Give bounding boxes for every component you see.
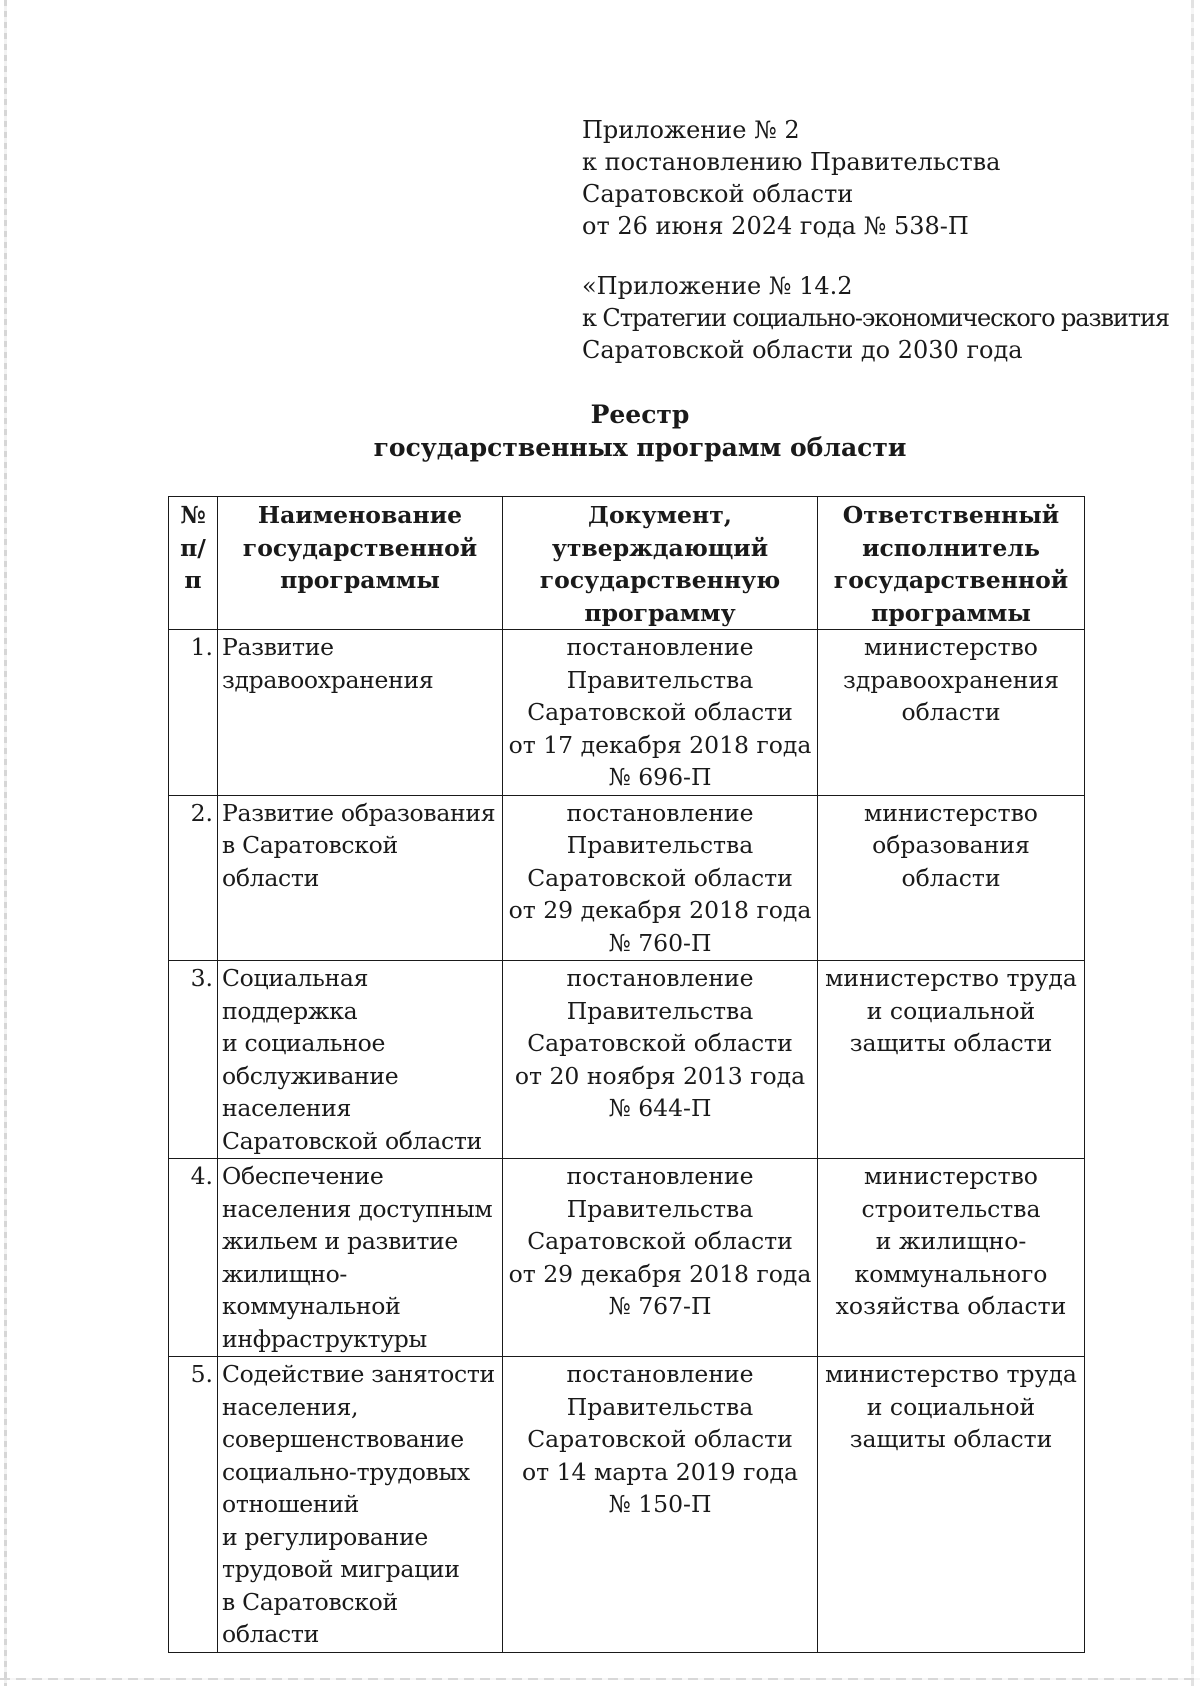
appendix-line: от 26 июня 2024 года № 538-П [582, 212, 969, 240]
table-row [169, 1159, 1085, 1357]
appendix-spacer [582, 242, 1169, 270]
table-row [169, 630, 1085, 796]
cell-document: постановление Правительства Саратовской области от 29 декабря 2018 года № 760-П [503, 795, 818, 961]
table-body [169, 630, 1085, 1653]
appendix-line: к постановлению Правительства [582, 148, 1001, 176]
header-name: Наименование государственной программы [218, 497, 503, 630]
appendix-line: Приложение № 2 [582, 116, 800, 144]
cell-document: постановление Правительства Саратовской области от 29 декабря 2018 года № 767-П [503, 1159, 818, 1357]
cell-num: 2. [169, 795, 218, 961]
cell-num: 4. [169, 1159, 218, 1357]
title-line: государственных программ области [373, 433, 907, 462]
table-row [169, 1357, 1085, 1653]
table-row [169, 795, 1085, 961]
cell-document: постановление Правительства Саратовской области от 17 декабря 2018 года № 696-П [503, 630, 818, 796]
cell-executor: министерство труда и социальной защиты области [818, 1357, 1085, 1653]
scan-edge-right [1191, 0, 1194, 1686]
appendix-line: Саратовской области [582, 180, 854, 208]
header-num: № п/п [169, 497, 218, 630]
cell-num: 1. [169, 630, 218, 796]
registry-table [168, 496, 1085, 1653]
cell-executor: министерство здравоохранения области [818, 630, 1085, 796]
table-header [169, 497, 1085, 630]
quoted-appendix-line: «Приложение № 14.2 [582, 272, 853, 300]
cell-num: 5. [169, 1357, 218, 1653]
header-document: Документ, утверждающий государственную программу [503, 497, 818, 630]
document-title [0, 398, 1200, 464]
title-line: Реестр [590, 400, 690, 429]
cell-num: 3. [169, 961, 218, 1159]
cell-executor: министерство строительства и жилищно- коммунального хозяйства области [818, 1159, 1085, 1357]
header-row [169, 497, 1085, 630]
table-row [169, 961, 1085, 1159]
cell-executor: министерство труда и социальной защиты области [818, 961, 1085, 1159]
cell-program-name: Содействие занятости населения, совершенствование социально-трудовых отношений и регулирование трудовой миграции в Саратовской области [218, 1357, 503, 1653]
cell-program-name: Развитие здравоохранения [218, 630, 503, 796]
cell-program-name: Социальная поддержка и социальное обслуживание населения Саратовской области [218, 961, 503, 1159]
header-executor: Ответственный исполнитель государственной программы [818, 497, 1085, 630]
cell-program-name: Обеспечение населения доступным жильем и развитие жилищно- коммунальной инфраструктуры [218, 1159, 503, 1357]
cell-executor: министерство образования области [818, 795, 1085, 961]
appendix-header [582, 114, 1169, 366]
cell-program-name: Развитие образования в Саратовской области [218, 795, 503, 961]
quoted-appendix-line: Саратовской области до 2030 года [582, 336, 1023, 364]
scan-edge-left [4, 0, 7, 1686]
quoted-appendix-line: к Стратегии социально-экономического развития [582, 304, 1169, 332]
cell-document: постановление Правительства Саратовской области от 20 ноября 2013 года № 644-П [503, 961, 818, 1159]
cell-document: постановление Правительства Саратовской области от 14 марта 2019 года № 150-П [503, 1357, 818, 1653]
scan-edge-bottom [0, 1678, 1200, 1680]
